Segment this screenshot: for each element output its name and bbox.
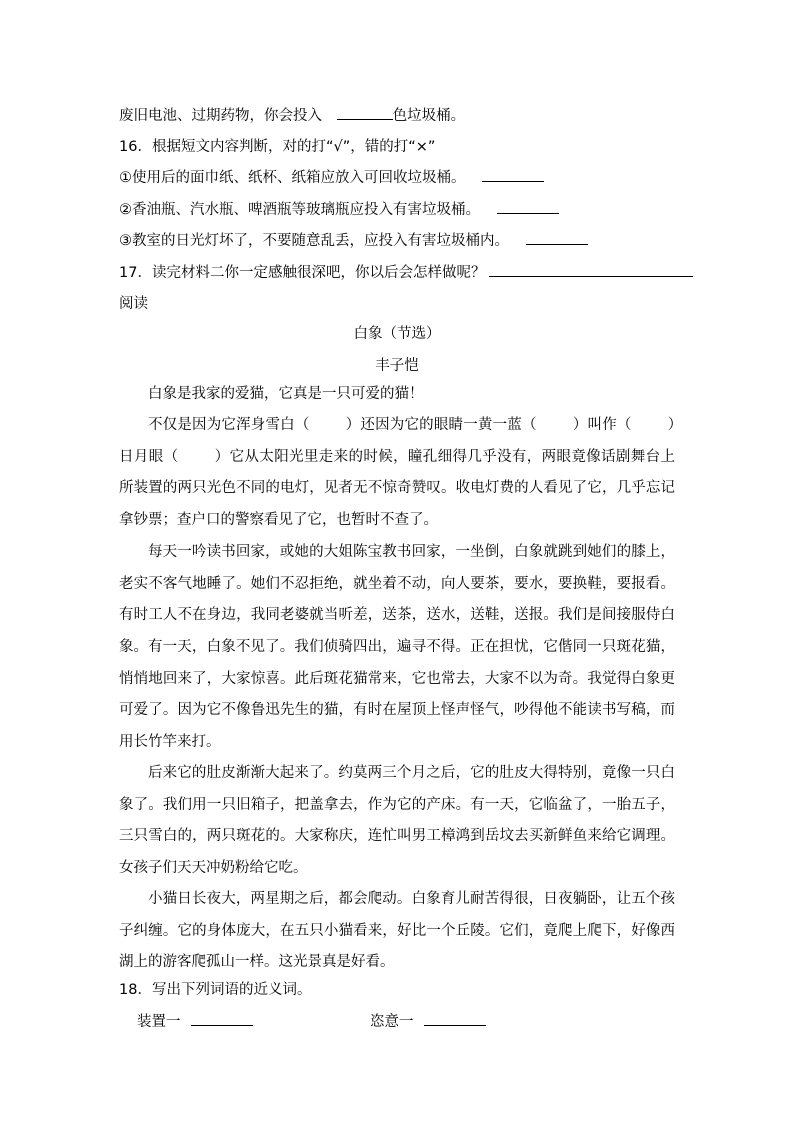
p2-part-c: ）叫作（	[572, 417, 632, 433]
q16-item-2-text: ②香油瓶、汽水瓶、啤酒瓶等玻璃瓶应投入有害垃圾桶。	[119, 202, 480, 218]
q15-answer-blank[interactable]	[337, 118, 393, 120]
q18-prompt: 18．写出下列词语的近义词。	[119, 982, 312, 998]
p2-part-a: 不仅是因为它浑身雪白（	[148, 417, 310, 433]
q16-item-1	[119, 166, 544, 187]
article-title: 白象（节选）	[353, 326, 441, 342]
q18-word-2: 恣意一	[370, 1014, 414, 1030]
q17-line	[119, 261, 693, 282]
paragraph-2	[119, 410, 675, 536]
q16-item-3	[119, 229, 588, 250]
q16-prompt: 16．根据短文内容判断，对的打“√”，错的打“×”	[119, 139, 436, 155]
q16-item-2	[119, 198, 559, 219]
q18-blank-1[interactable]	[191, 1024, 253, 1026]
q15-tail-suffix: 色垃圾桶。	[392, 108, 466, 124]
q16-item-1-text: ①使用后的面巾纸、纸杯、纸箱应放入可回收垃圾桶。	[119, 170, 466, 186]
q17-answer-blank[interactable]	[489, 275, 693, 277]
q17-prompt: 17．读完材料二你一定感触很深吧，你以后会怎样做呢？	[119, 265, 486, 281]
q18-item-2	[370, 1010, 486, 1031]
p2-part-d: ）日月眼（	[119, 417, 676, 465]
paragraph-6: 小猫日长夜大，两星期之后，都会爬动。白象育儿耐苦得很，日夜躺卧，让五个孩子纠缠。它的身体庞大，在五只小猫看来，好比一个丘陵。它们，竟爬上爬下，好像西湖上的游客爬孤山一样。这光景真是好看。	[119, 891, 675, 971]
q18-word-1: 装置一	[137, 1014, 181, 1030]
paragraph-4: 有一天，白象不见了。我们侦骑四出，遍寻不得。正在担忧，它偕同一只斑花猫，悄悄地回来了，大家惊喜。此后斑花猫常来，它也常去，大家不以为奇。我觉得白象更可爱了。因为它不像鲁迅先生的猫，有时在屋顶上怪声怪气，吵得他不能读书写稿，而用长竹竿来打。	[119, 639, 675, 750]
q16-item-1-blank[interactable]	[482, 180, 544, 182]
p2-part-b: ）还因为它的眼睛一黄一蓝（	[345, 417, 537, 433]
reading-label: 阅读	[119, 296, 148, 312]
paragraph-5: 后来它的肚皮渐渐大起来了。约莫两三个月之后，它的肚皮大得特别，竟像一只白象了。我们用一只旧箱子，把盖拿去，作为它的产床。有一天，它临盆了，一胎五子，三只雪白的，两只斑花的。大家称庆，连忙叫男工樟鸿到岳坟去买新鲜鱼来给它调理。女孩子们天天冲奶粉给它吃。	[119, 765, 675, 876]
q15-tail-line	[119, 104, 465, 125]
paragraph-3: 每天一吟读书回家，或她的大姐陈宝教书回家，一坐倒，白象就跳到她们的膝上，老实不客气地睡了。她们不忍拒绝，就坐着不动，向人要茶，要水，要换鞋，要报看。有时工人不在身边，我同老婆就当听差，送茶，送水，送鞋，送报。我们是间接服侍白象。	[119, 544, 675, 655]
paragraph-1: 白象是我家的爱猫，它真是一只可爱的猫！	[148, 386, 424, 402]
article-author: 丰子恺	[375, 358, 419, 374]
q18-item-1	[137, 1010, 253, 1031]
q15-tail-text: 废旧电池、过期药物，你会投入	[119, 108, 322, 124]
q16-item-3-text: ③教室的日光灯坏了，不要随意乱丢，应投入有害垃圾桶内。	[119, 233, 509, 249]
q16-item-2-blank[interactable]	[497, 212, 559, 214]
q18-blank-2[interactable]	[424, 1024, 486, 1026]
p2-part-e: ）它从太阳光里走来的时候，瞳孔细得几乎没有，两眼竟像话剧舞台上所装置的两只光色不同的电灯，见者无不惊奇赞叹。收电灯费的人看见了它，几乎忘记拿钞票；查户口的警察看见了它，也暂时不查了。	[119, 448, 676, 528]
q16-item-3-blank[interactable]	[526, 243, 588, 245]
